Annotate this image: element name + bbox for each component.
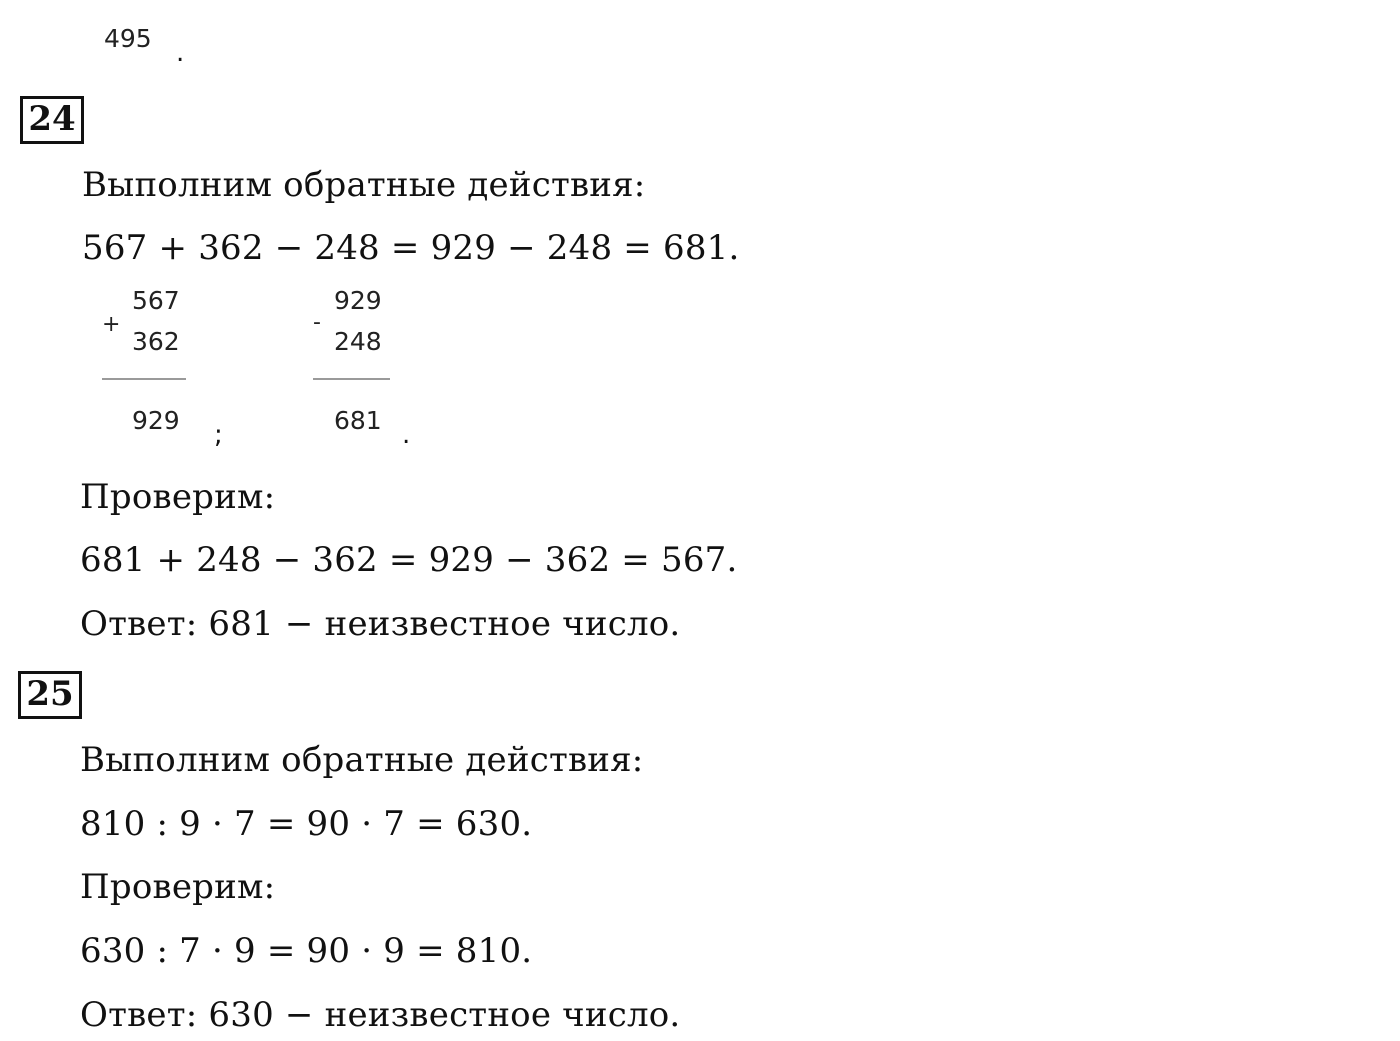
task-24-answer: Ответ: 681 − неизвестное число. — [80, 604, 681, 644]
previous-task-result: 495 — [104, 24, 152, 53]
task-25-check-equation: 630 : 7 · 9 = 90 · 9 = 810. — [80, 931, 533, 971]
addend-bottom: 362 — [132, 327, 180, 356]
task-25-intro: Выполним обратные действия: — [80, 740, 644, 780]
previous-task-period: . — [176, 38, 185, 68]
task-25-answer: Ответ: 630 − неизвестное число. — [80, 995, 681, 1035]
addition-rule — [102, 378, 186, 380]
task-24-equation: 567 + 362 − 248 = 929 − 248 = 681. — [82, 228, 740, 268]
subtraction-rule — [313, 378, 390, 380]
plus-sign: + — [102, 312, 121, 337]
addition-semicolon: ; — [214, 420, 223, 450]
subtrahend: 248 — [334, 327, 382, 356]
minuend: 929 — [334, 286, 382, 315]
subtraction-period: . — [402, 420, 411, 450]
task-24-check-label: Проверим: — [80, 477, 276, 517]
task-number-25: 25 — [18, 671, 82, 719]
task-25-check-label: Проверим: — [80, 867, 276, 907]
subtraction-result: 681 — [334, 406, 382, 435]
task-24-intro: Выполним обратные действия: — [82, 165, 646, 205]
addition-result: 929 — [132, 406, 180, 435]
addend-top: 567 — [132, 286, 180, 315]
task-25-equation: 810 : 9 · 7 = 90 · 7 = 630. — [80, 804, 533, 844]
task-number-24: 24 — [20, 96, 84, 144]
task-24-check-equation: 681 + 248 − 362 = 929 − 362 = 567. — [80, 540, 738, 580]
minus-sign: - — [313, 310, 321, 335]
